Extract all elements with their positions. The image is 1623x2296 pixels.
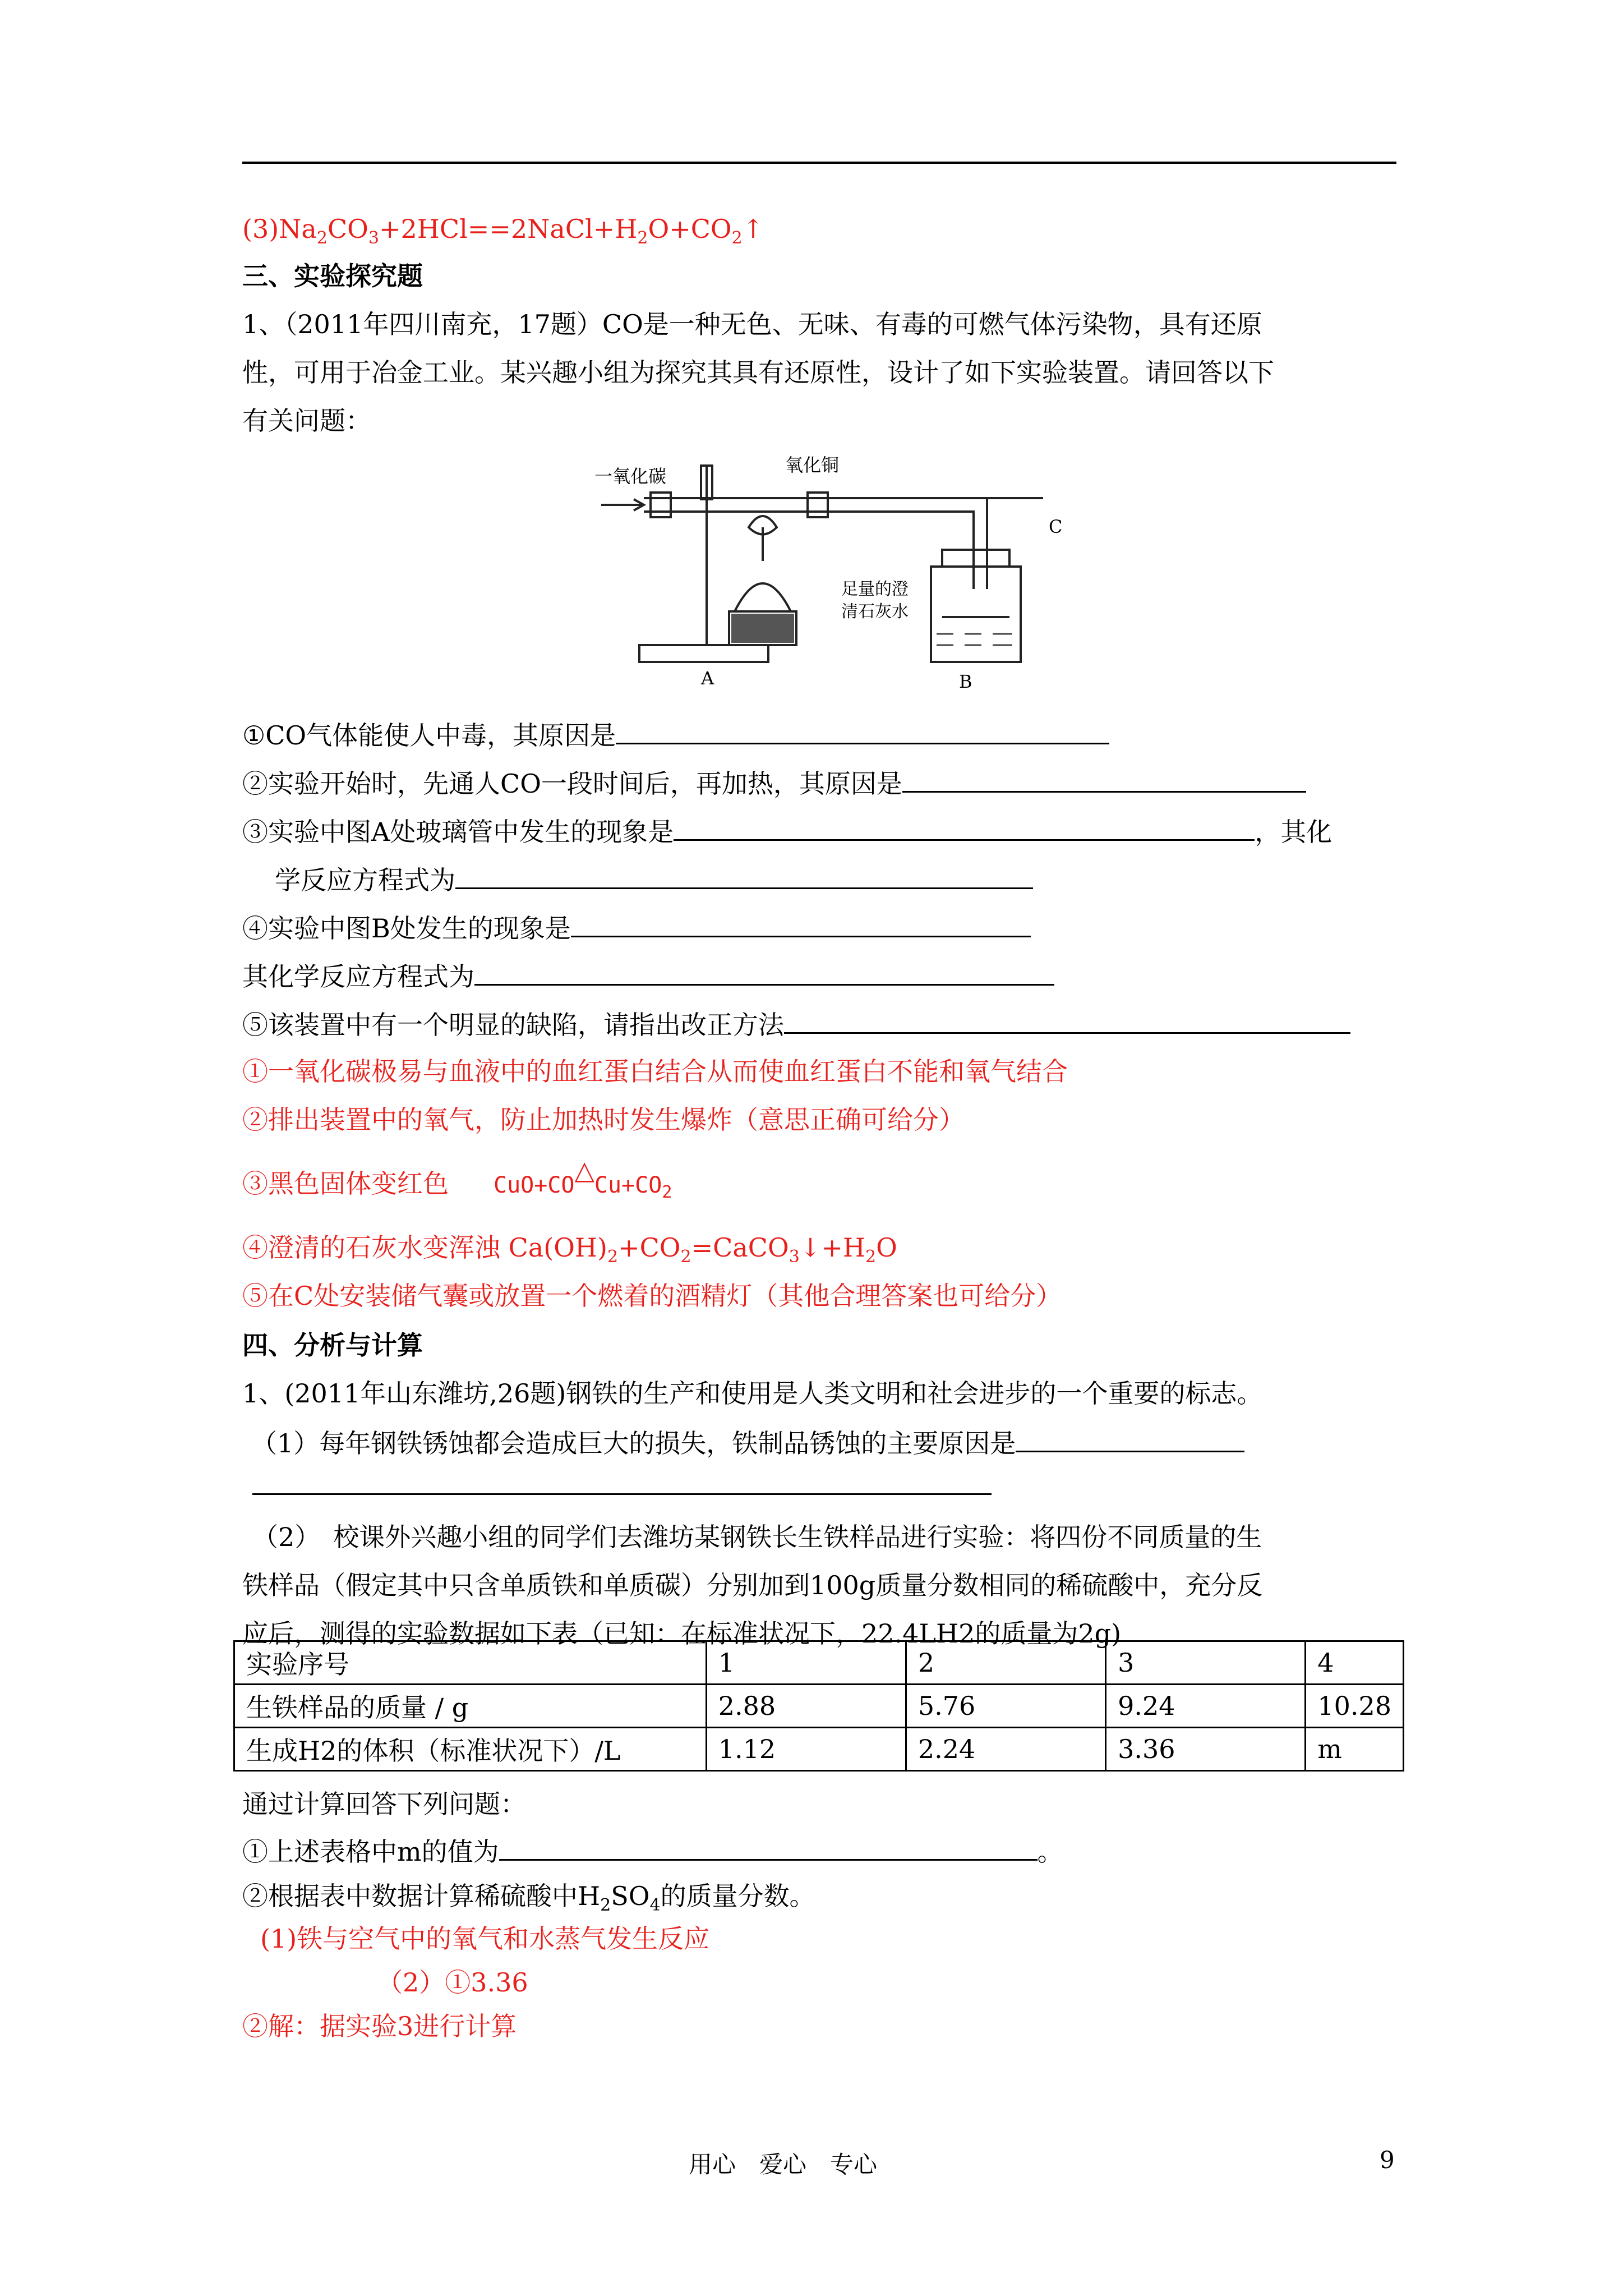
answer-blank[interactable] bbox=[674, 813, 1255, 841]
table-cell: 5.76 bbox=[906, 1685, 1105, 1728]
q1-answer-5: ⑤在C处安装储气囊或放置一个燃着的酒精灯（其他合理答案也可给分） bbox=[242, 1281, 1062, 1311]
q1-sub-3: ③实验中图A处玻璃管中发生的现象是 ，其化 bbox=[242, 813, 1332, 849]
right-stopper bbox=[808, 493, 828, 517]
q2-answer-1: (1)铁与空气中的氧气和水蒸气发生反应 bbox=[260, 1924, 710, 1954]
q1-sub-4: ④实验中图B处发生的现象是 bbox=[242, 910, 1031, 945]
label-co: 一氧化碳 bbox=[594, 466, 667, 487]
table-cell: 1 bbox=[706, 1641, 906, 1685]
q2-after-1: 通过计算回答下列问题： bbox=[242, 1789, 526, 1819]
lamp-wick-area bbox=[731, 614, 794, 643]
table-cell: 生铁样品的质量 / g bbox=[234, 1685, 707, 1728]
answer-blank[interactable] bbox=[1016, 1425, 1244, 1452]
answer-blank[interactable] bbox=[616, 717, 1109, 744]
q2-answer-3: ②解：据实验3进行计算 bbox=[242, 2011, 517, 2041]
q1-answer-1: ①一氧化碳极易与血液中的血红蛋白结合从而使血红蛋白不能和氧气结合 bbox=[242, 1056, 1068, 1087]
q1-sub-3-cont: 学反应方程式为 bbox=[275, 862, 1033, 897]
q1-sub-5: ⑤该装置中有一个明显的缺陷，请指出改正方法 bbox=[242, 1006, 1350, 1042]
page-number: 9 bbox=[1380, 2146, 1395, 2174]
table-cell: 10.28 bbox=[1306, 1685, 1404, 1728]
q1-answer-2: ②排出装置中的氧气，防止加热时发生爆炸（意思正确可给分） bbox=[242, 1105, 965, 1135]
section-3-title: 三、实验探究题 bbox=[242, 261, 423, 291]
table-cell: 3 bbox=[1106, 1641, 1306, 1685]
question-2-part-2-line-2: 铁样品（假定其中只含单质铁和单质碳）分别加到100g质量分数相同的稀硫酸中，充分反 bbox=[242, 1570, 1263, 1600]
footer-motto: 用心 爱心 专心 bbox=[689, 2151, 878, 2178]
table-cell: m bbox=[1306, 1728, 1404, 1771]
label-a: A bbox=[701, 668, 714, 689]
header-rule bbox=[242, 162, 1396, 164]
table-cell: 生成H2的体积（标准状况下）/L bbox=[234, 1728, 707, 1771]
question-2-part-1: （1）每年钢铁锈蚀都会造成巨大的损失，铁制品锈蚀的主要原因是 bbox=[251, 1425, 1244, 1460]
table-cell: 4 bbox=[1306, 1641, 1404, 1685]
table-row bbox=[234, 1641, 1404, 1685]
gas-washing-bottle bbox=[931, 567, 1021, 662]
table-cell: 3.36 bbox=[1106, 1728, 1306, 1771]
previous-answer-equation: $(3)Na_2CO_3+2HCl==2NaCl+H_2O+CO_2↑$ bbox=[242, 214, 764, 249]
question-2-part-2-line-1: （2） 校课外兴趣小组的同学们去潍坊某钢铁长生铁样品进行实验：将四份不同质量的生 bbox=[252, 1522, 1262, 1552]
experiment-data-table bbox=[233, 1640, 1404, 1772]
q1-sub-1: ①CO气体能使人中毒，其原因是 bbox=[242, 717, 1109, 752]
table-row bbox=[234, 1728, 1404, 1771]
table-cell: 2.88 bbox=[706, 1685, 906, 1728]
table-row bbox=[234, 1685, 1404, 1728]
section-4-title: 四、分析与计算 bbox=[242, 1330, 423, 1360]
answer-blank[interactable] bbox=[902, 765, 1306, 793]
q2-after-2: ①上述表格中m的值为 。 bbox=[242, 1833, 1063, 1869]
stand-base bbox=[639, 645, 768, 662]
q2-after-3: ②根据表中数据计算稀硫酸中$H_2SO_4$的质量分数。 bbox=[242, 1881, 815, 1916]
question-2-line-1: 1、(2011年山东潍坊,26题)钢铁的生产和使用是人类文明和社会进步的一个重要的标志。 bbox=[242, 1378, 1263, 1409]
q2-answer-2: （2）①3.36 bbox=[377, 1967, 528, 1998]
table-cell: 实验序号 bbox=[234, 1641, 707, 1685]
question-1-line-2: 性，可用于冶金工业。某兴趣小组为探究其具有还原性，设计了如下实验装置。请回答以下 bbox=[242, 357, 1274, 388]
answer-blank[interactable] bbox=[571, 910, 1031, 937]
alcohol-lamp bbox=[735, 583, 791, 611]
question-2-part-1-cont bbox=[252, 1467, 992, 1503]
apparatus-figure bbox=[594, 443, 1077, 690]
label-c: C bbox=[1049, 516, 1063, 537]
q1-sub-4-cont: 其化学反应方程式为 bbox=[242, 958, 1054, 993]
label-b: B bbox=[959, 671, 972, 690]
table-cell: 9.24 bbox=[1106, 1685, 1306, 1728]
table-cell: 2.24 bbox=[906, 1728, 1105, 1771]
answer-blank[interactable] bbox=[784, 1006, 1350, 1034]
question-2-part-2-line-3: 应后，测得的实验数据如下表（已知：在标准状况下，22.4LH2的质量为2g) bbox=[242, 1618, 1122, 1649]
q1-answer-3: ③黑色固体变红色 $CuO+CO\triangle Cu+CO_2$ bbox=[242, 1155, 672, 1202]
left-stopper bbox=[651, 493, 671, 517]
label-cuo: 氧化铜 bbox=[785, 454, 840, 476]
answer-blank[interactable] bbox=[455, 862, 1033, 889]
table-cell: 1.12 bbox=[706, 1728, 906, 1771]
label-lime-1: 足量的澄 bbox=[841, 579, 909, 599]
question-1-line-1: 1、（2011年四川南充，17题）CO是一种无色、无味、有毒的可燃气体污染物，具有还原 bbox=[242, 309, 1262, 339]
q1-answer-4: ④澄清的石灰水变浑浊 $Ca(OH)_2+CO_2=CaCO_3↓+H_2O$ bbox=[242, 1232, 897, 1267]
label-lime-2: 清石灰水 bbox=[841, 602, 909, 622]
answer-blank[interactable] bbox=[499, 1833, 1038, 1861]
table-cell: 2 bbox=[906, 1641, 1105, 1685]
q1-sub-2: ②实验开始时，先通人CO一段时间后，再加热，其原因是 bbox=[242, 765, 1306, 800]
answer-blank[interactable] bbox=[252, 1467, 992, 1495]
question-1-line-3: 有关问题： bbox=[242, 406, 371, 436]
answer-blank[interactable] bbox=[474, 958, 1054, 986]
